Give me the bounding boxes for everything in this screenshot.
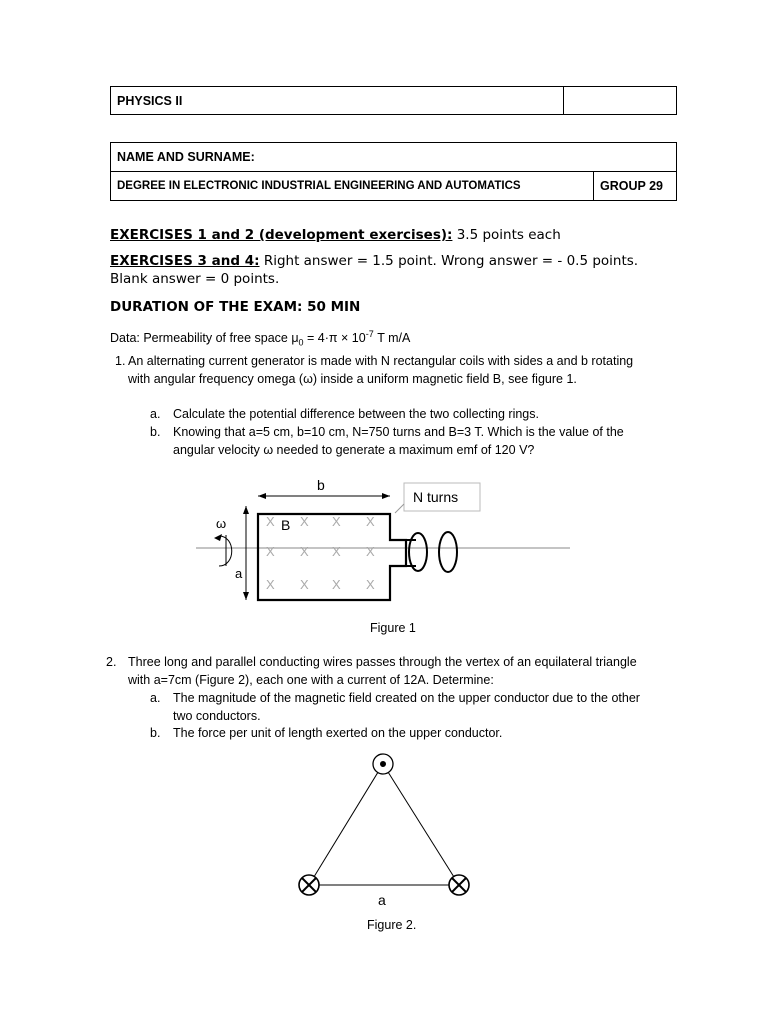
exercise-2a-line2: two conductors. xyxy=(173,709,261,723)
exercises-3-4-points: Right answer = 1.5 point. Wrong answer = - 0.5 points. xyxy=(263,253,639,269)
a-label: a xyxy=(235,566,243,581)
exercise-2b-text: The force per unit of length exerted on the upper conductor. xyxy=(173,726,503,740)
exercise-1a-text: Calculate the potential difference between the two collecting rings. xyxy=(173,407,539,421)
exercise-1-line1: An alternating current generator is made with N rectangular coils with sides a and b rotating xyxy=(128,354,634,368)
lower-right-conductor-in-icon xyxy=(449,875,469,895)
course-header-table xyxy=(110,86,677,115)
course-title: PHYSICS II xyxy=(111,87,564,115)
exercises-1-2-line xyxy=(110,227,561,243)
group-label: GROUP 29 xyxy=(594,172,677,201)
omega-label: ω xyxy=(216,516,227,531)
exercise-1b-label: b. xyxy=(150,425,161,439)
field-cross: X xyxy=(300,577,309,592)
figure-2-caption: Figure 2. xyxy=(367,918,417,932)
upper-conductor-out-icon xyxy=(373,754,393,774)
figure-1-caption: Figure 1 xyxy=(370,621,416,635)
exercise-2a-label: a. xyxy=(150,691,161,705)
name-label: NAME AND SURNAME: xyxy=(111,143,677,172)
exercises-3-4-label: EXERCISES 3 and 4: xyxy=(110,253,260,269)
student-header-table xyxy=(110,142,677,201)
exercise-2a-line1: The magnitude of the magnetic field created on the upper conductor due to the other xyxy=(173,691,640,705)
field-cross: X xyxy=(300,514,309,529)
side-a-label: a xyxy=(378,892,386,908)
collecting-ring-1 xyxy=(409,533,427,571)
field-cross: X xyxy=(366,514,375,529)
duration-line: DURATION OF THE EXAM: 50 MIN xyxy=(110,299,361,315)
field-cross: X xyxy=(266,544,275,559)
exercise-1b-line2: angular velocity ω needed to generate a maximum emf of 120 V? xyxy=(173,443,535,457)
exercise-1a-label: a. xyxy=(150,407,161,421)
degree-label: DEGREE IN ELECTRONIC INDUSTRIAL ENGINEERING AND AUTOMATICS xyxy=(111,172,594,201)
field-cross: X xyxy=(266,514,275,529)
exercises-3-4-line xyxy=(110,253,638,269)
data-suffix: T m/A xyxy=(373,331,411,346)
exercise-1-number: 1. xyxy=(115,354,126,368)
data-sub: 0 xyxy=(298,337,304,348)
field-cross: X xyxy=(266,577,275,592)
exercise-2-line1: Three long and parallel conducting wires passes through the vertex of an equilateral triangle xyxy=(128,655,637,669)
field-cross: X xyxy=(366,544,375,559)
lower-left-conductor-in-icon xyxy=(299,875,319,895)
triangle-right-side xyxy=(383,764,459,885)
collecting-ring-2 xyxy=(439,532,457,572)
data-mid: = 4·π × 10 xyxy=(303,331,366,346)
b-label: b xyxy=(317,477,325,493)
B-field-label: B xyxy=(281,517,291,533)
exercises-1-2-points: 3.5 points each xyxy=(456,227,561,243)
figure-1 xyxy=(0,470,768,640)
exercises-1-2-label: EXERCISES 1 and 2 (development exercises): xyxy=(110,227,453,243)
course-right-cell xyxy=(564,87,677,115)
exercise-1-line2: with angular frequency omega (ω) inside a uniform magnetic field B, see figure 1. xyxy=(128,372,577,386)
field-cross: X xyxy=(366,577,375,592)
field-cross: X xyxy=(332,514,341,529)
exercise-2-number: 2. xyxy=(106,655,117,669)
n-turns-label: N turns xyxy=(413,489,459,505)
exercise-2b-label: b. xyxy=(150,726,161,740)
triangle-left-side xyxy=(309,764,383,885)
field-cross: X xyxy=(300,544,309,559)
rotation-arrow xyxy=(219,536,232,566)
field-cross: X xyxy=(332,577,341,592)
figure-2 xyxy=(0,745,768,910)
exercise-2-line2: with a=7cm (Figure 2), each one with a current of 12A. Determine: xyxy=(128,673,494,687)
data-sup: -7 xyxy=(365,329,374,339)
data-line xyxy=(110,325,410,352)
blank-answer-line: Blank answer = 0 points. xyxy=(110,271,280,287)
data-prefix: Data: Permeability of free space μ xyxy=(110,331,299,346)
field-cross: X xyxy=(332,544,341,559)
exercise-1b-line1: Knowing that a=5 cm, b=10 cm, N=750 turns and B=3 T. Which is the value of the xyxy=(173,425,624,439)
